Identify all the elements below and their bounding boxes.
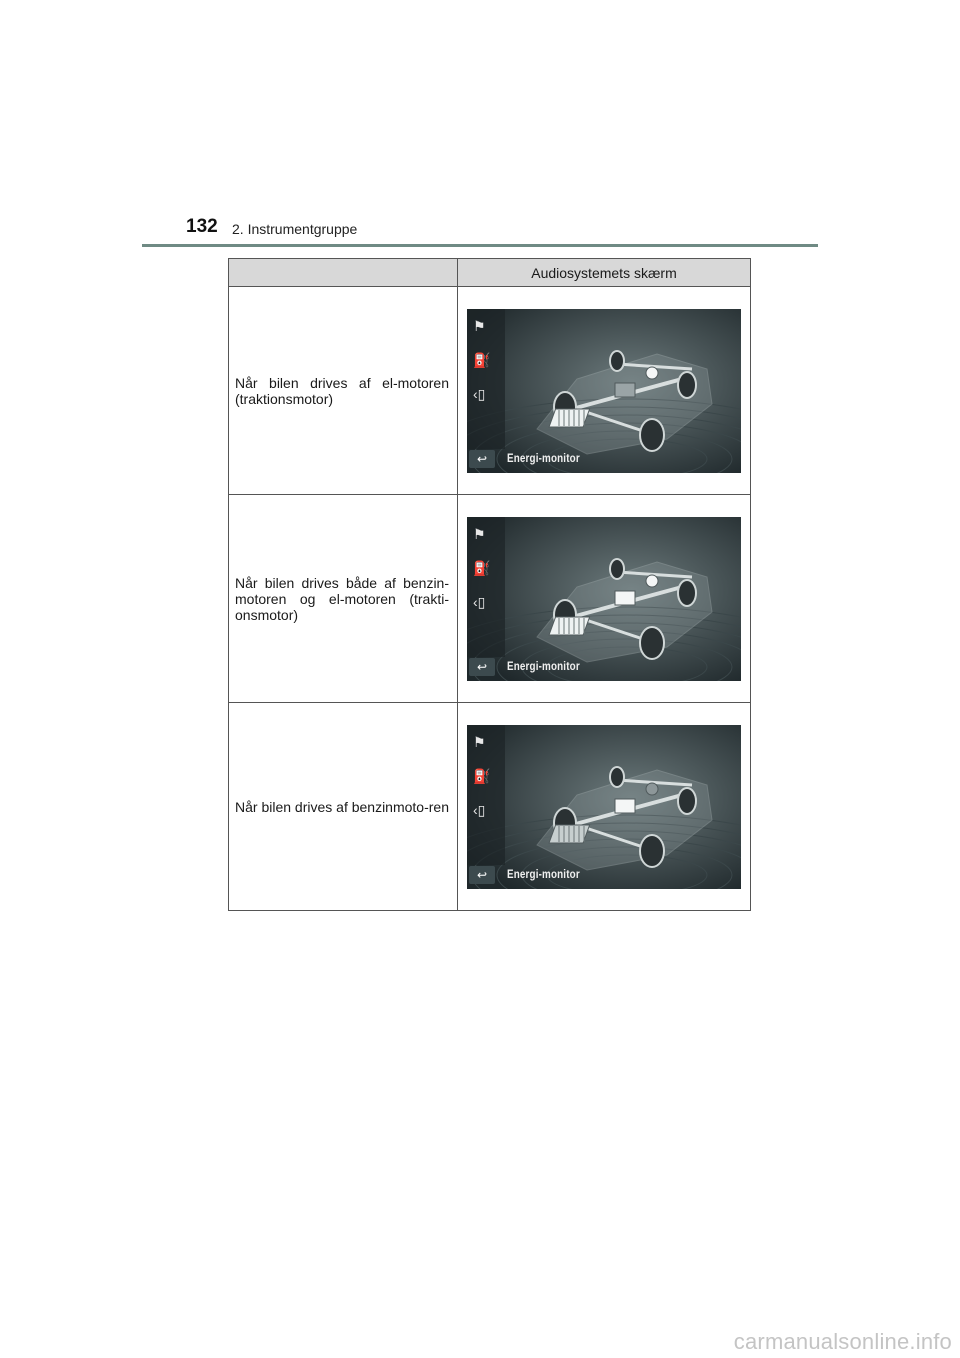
- table-row: [229, 703, 751, 911]
- side-menu: [473, 315, 501, 417]
- motor-unit: [646, 783, 658, 795]
- energy-monitor-table: [228, 258, 751, 911]
- column-header-left: [229, 259, 458, 287]
- back-button[interactable]: [469, 658, 495, 676]
- screen-title: Energi-monitor: [507, 450, 580, 465]
- wheel: [610, 559, 624, 579]
- engine-block: [615, 591, 635, 605]
- table-header-row: [229, 259, 751, 287]
- flag-icon[interactable]: ⚑: [473, 317, 486, 334]
- wheel: [610, 767, 624, 787]
- side-menu: [473, 731, 501, 833]
- screen-cell: [458, 495, 751, 703]
- energy-monitor-screen: [467, 309, 741, 473]
- back-button[interactable]: [469, 866, 495, 884]
- flag-icon[interactable]: ⚑: [473, 525, 486, 542]
- wheel: [678, 788, 696, 814]
- battery-charge-icon[interactable]: ‹▯: [473, 593, 486, 610]
- wheel: [640, 627, 664, 659]
- flag-icon[interactable]: ⚑: [473, 733, 486, 750]
- motor-unit: [646, 367, 658, 379]
- back-arrow-icon: ↩: [476, 867, 488, 882]
- car-chassis-illustration: [467, 309, 741, 473]
- back-arrow-icon: ↩: [476, 659, 488, 674]
- back-button[interactable]: [469, 450, 495, 468]
- fuel-pump-icon[interactable]: ⛽: [473, 559, 491, 576]
- car-chassis-illustration: [467, 725, 741, 889]
- wheel: [640, 835, 664, 867]
- wheel: [678, 372, 696, 398]
- row-description: Når bilen drives både af benzin-motoren og el-motoren (trakti-onsmotor): [229, 495, 458, 703]
- section-title: 2. Instrumentgruppe: [232, 221, 358, 237]
- screen-title: Energi-monitor: [507, 658, 580, 673]
- watermark: carmanualsonline.info: [733, 1329, 952, 1354]
- car-chassis-illustration: [467, 517, 741, 681]
- fuel-pump-icon[interactable]: ⛽: [473, 767, 491, 784]
- table-row: [229, 495, 751, 703]
- wheel: [678, 580, 696, 606]
- back-arrow-icon: ↩: [476, 451, 488, 466]
- battery-charge-icon[interactable]: ‹▯: [473, 385, 486, 402]
- row-description: Når bilen drives af benzinmoto-ren: [229, 703, 458, 911]
- table-row: [229, 287, 751, 495]
- column-header-audio-screen: Audiosystemets skærm: [458, 259, 751, 287]
- motor-unit: [646, 575, 658, 587]
- screen-title: Energi-monitor: [507, 866, 580, 881]
- wheel: [640, 419, 664, 451]
- header-divider: [142, 244, 818, 247]
- page-number: 132: [186, 216, 218, 237]
- engine-block: [615, 799, 635, 813]
- battery-charge-icon[interactable]: ‹▯: [473, 801, 486, 818]
- energy-monitor-screen: [467, 517, 741, 681]
- wheel: [610, 351, 624, 371]
- screen-cell: [458, 287, 751, 495]
- energy-monitor-screen: [467, 725, 741, 889]
- screen-cell: [458, 703, 751, 911]
- row-description: Når bilen drives af el-motoren (traktionsmotor): [229, 287, 458, 495]
- fuel-pump-icon[interactable]: ⛽: [473, 351, 491, 368]
- side-menu: [473, 523, 501, 625]
- engine-block: [615, 383, 635, 397]
